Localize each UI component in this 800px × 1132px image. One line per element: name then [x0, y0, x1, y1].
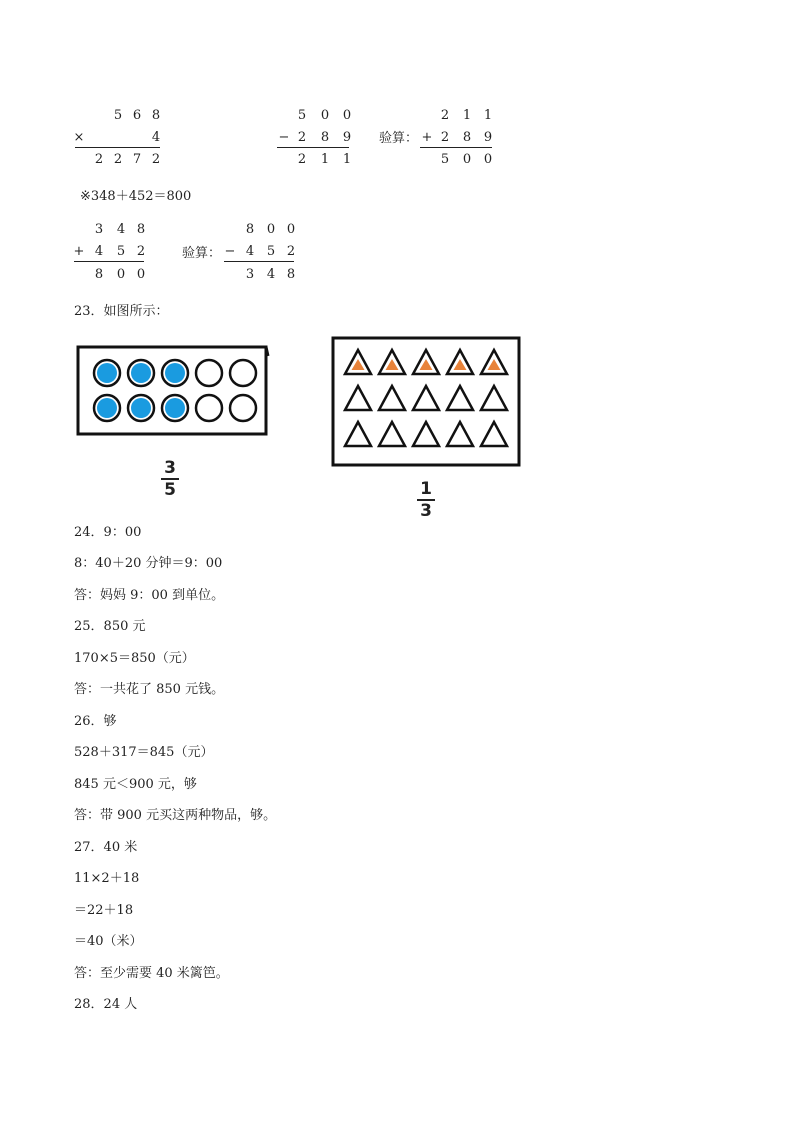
empty-circle — [230, 395, 256, 421]
fraction-denominator: 3 — [420, 501, 432, 521]
empty-triangle — [379, 386, 405, 410]
calc1-top-digit: 6 — [132, 108, 142, 123]
answer-line: ＝22＋18 — [74, 903, 134, 918]
circle-fill — [97, 363, 117, 383]
fraction-numerator: 3 — [164, 458, 176, 478]
empty-triangle — [447, 422, 473, 446]
calc4-top-digit: 8 — [136, 222, 146, 237]
empty-circle — [196, 395, 222, 421]
calc4-operator: + — [73, 244, 85, 259]
calc1-result-digit: 2 — [113, 152, 123, 167]
calc3-mid-digit: 9 — [483, 130, 493, 145]
calc2-top-digit: 5 — [297, 108, 307, 123]
empty-circle — [230, 360, 256, 386]
note-line: ※348＋452＝800 — [80, 189, 192, 204]
calc1-result-digit: 2 — [94, 152, 104, 167]
calc5-result-digit: 3 — [245, 267, 255, 282]
calc4-top-digit: 3 — [94, 222, 104, 237]
calc2-top-digit: 0 — [320, 108, 330, 123]
calc3-result-digit: 0 — [462, 152, 472, 167]
calc2-result-digit: 1 — [320, 152, 330, 167]
answer-line: 28．24 人 — [74, 997, 138, 1012]
calc1-result-digit: 7 — [132, 152, 142, 167]
calc5-operator: − — [224, 244, 236, 259]
calc3-mid-digit: 2 — [440, 130, 450, 145]
calc2-result-digit: 1 — [342, 152, 352, 167]
calc3-mid-digit: 8 — [462, 130, 472, 145]
calc2-mid-digit: 2 — [297, 130, 307, 145]
calc4-top-digit: 4 — [116, 222, 126, 237]
calc4-line — [74, 261, 144, 262]
calc5-top-digit: 8 — [245, 222, 255, 237]
empty-triangle — [447, 386, 473, 410]
calc5-mid-digit: 2 — [286, 244, 296, 259]
answer-line: 11×2＋18 — [74, 871, 140, 886]
calc1-operator: × — [73, 130, 85, 145]
circles-group — [94, 360, 256, 421]
empty-triangle — [481, 422, 507, 446]
calc3-top-digit: 1 — [462, 108, 472, 123]
fraction-one-third — [417, 480, 435, 520]
calc1-mid-digit: 4 — [151, 130, 161, 145]
answer-line: 8：40＋20 分钟＝9：00 — [74, 556, 223, 571]
calc5-result-digit: 4 — [266, 267, 276, 282]
answer-line: ＝40（米） — [74, 934, 143, 949]
calc5-result-digit: 8 — [286, 267, 296, 282]
calc4-result-digit: 8 — [94, 267, 104, 282]
circle-fraction-figure — [70, 338, 280, 444]
calc2-line — [277, 147, 349, 148]
circle-fill — [131, 398, 151, 418]
calc3-top-digit: 2 — [440, 108, 450, 123]
answer-line: 答：带 900 元买这两种物品，够。 — [74, 808, 277, 823]
question-23-title: 23．如图所示： — [74, 304, 169, 319]
answer-line: 170×5＝850（元） — [74, 651, 195, 666]
empty-circle — [196, 360, 222, 386]
calc5-top-digit: 0 — [266, 222, 276, 237]
calc3-operator: + — [421, 130, 433, 145]
calc1-line — [75, 147, 160, 148]
answer-line: 答：妈妈 9：00 到单位。 — [74, 588, 225, 603]
calc3-top-digit: 1 — [483, 108, 493, 123]
triangle-fraction-figure — [328, 333, 528, 471]
fraction-numerator: 1 — [420, 479, 432, 499]
calc4-mid-digit: 4 — [94, 244, 104, 259]
calc5-mid-digit: 5 — [266, 244, 276, 259]
answer-line: 27．40 米 — [74, 840, 138, 855]
circle-fill — [165, 398, 185, 418]
calc5-top-digit: 0 — [286, 222, 296, 237]
check-label: 验算： — [182, 246, 222, 261]
answer-line: 24．9：00 — [74, 525, 142, 540]
calc1-top-digit: 8 — [151, 108, 161, 123]
empty-triangle — [345, 386, 371, 410]
calc4-result-digit: 0 — [116, 267, 126, 282]
triangles-group — [345, 350, 507, 446]
calc2-result-digit: 2 — [297, 152, 307, 167]
calc5-line — [224, 261, 294, 262]
calc3-result-digit: 0 — [483, 152, 493, 167]
calc2-operator: − — [278, 130, 290, 145]
circle-fill — [97, 398, 117, 418]
fraction-denominator: 5 — [164, 480, 176, 500]
empty-triangle — [379, 422, 405, 446]
fraction-three-fifths — [161, 459, 179, 499]
calc5-mid-digit: 4 — [245, 244, 255, 259]
answer-line: 答：至少需要 40 米篱笆。 — [74, 966, 229, 981]
answer-line: 845 元＜900 元，够 — [74, 777, 197, 792]
calc2-mid-digit: 8 — [320, 130, 330, 145]
circle-fill — [131, 363, 151, 383]
answer-line: 25．850 元 — [74, 619, 146, 634]
check-label: 验算： — [379, 131, 419, 146]
empty-triangle — [413, 386, 439, 410]
answer-line: 答：一共花了 850 元钱。 — [74, 682, 225, 697]
calc4-mid-digit: 5 — [116, 244, 126, 259]
calc4-result-digit: 0 — [136, 267, 146, 282]
calc1-top-digit: 5 — [113, 108, 123, 123]
empty-triangle — [345, 422, 371, 446]
circle-fill — [165, 363, 185, 383]
calc3-result-digit: 5 — [440, 152, 450, 167]
empty-triangle — [481, 386, 507, 410]
calc2-mid-digit: 9 — [342, 130, 352, 145]
calc4-mid-digit: 2 — [136, 244, 146, 259]
answer-line: 26．够 — [74, 714, 117, 729]
calc3-line — [420, 147, 492, 148]
empty-triangle — [413, 422, 439, 446]
calc1-result-digit: 2 — [151, 152, 161, 167]
answer-line: 528＋317＝845（元） — [74, 745, 214, 760]
calc2-top-digit: 0 — [342, 108, 352, 123]
